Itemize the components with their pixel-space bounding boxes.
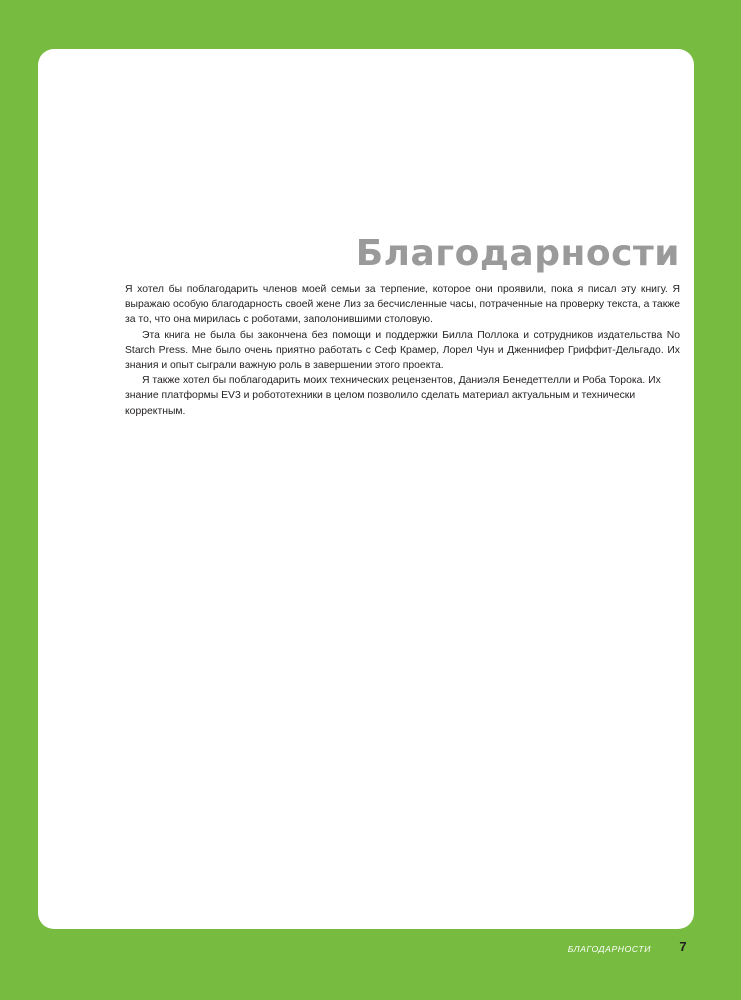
- paragraph-family: Я хотел бы поблагодарить членов моей семьи за терпение, которое они проявили, пока я писал эту книгу. Я выражаю особую благодарность своей жене Лиз за бесчисленные часы, потраченные на проверку текста, а также за то, что она мирилась с роботами, заполонившими столовую.: [125, 284, 680, 326]
- body-text: [125, 282, 680, 419]
- page-card: [38, 49, 694, 929]
- paragraph-publisher: Эта книга не была бы закончена без помощи и поддержки Билла Поллока и сотрудников издательства No Starch Press. Мне было очень приятно работать с Сеф Крамер, Лорел Чун и Дженнифер Гриффит-Дельгадо. Их знания и опыт сыграли важную роль в завершении этого проекта.: [125, 329, 680, 372]
- footer-page-number: 7: [679, 939, 687, 954]
- paragraph-reviewers: Я также хотел бы поблагодарить моих технических рецензентов, Даниэля Бенедеттелли и Роба Торока. Их знание платформы EV3 и робототехники в целом позволило сделать материал актуальным и технически корректным.: [125, 375, 661, 417]
- footer-section-label: БЛАГОДАРНОСТИ: [567, 944, 651, 954]
- page-title: Благодарности: [355, 233, 680, 274]
